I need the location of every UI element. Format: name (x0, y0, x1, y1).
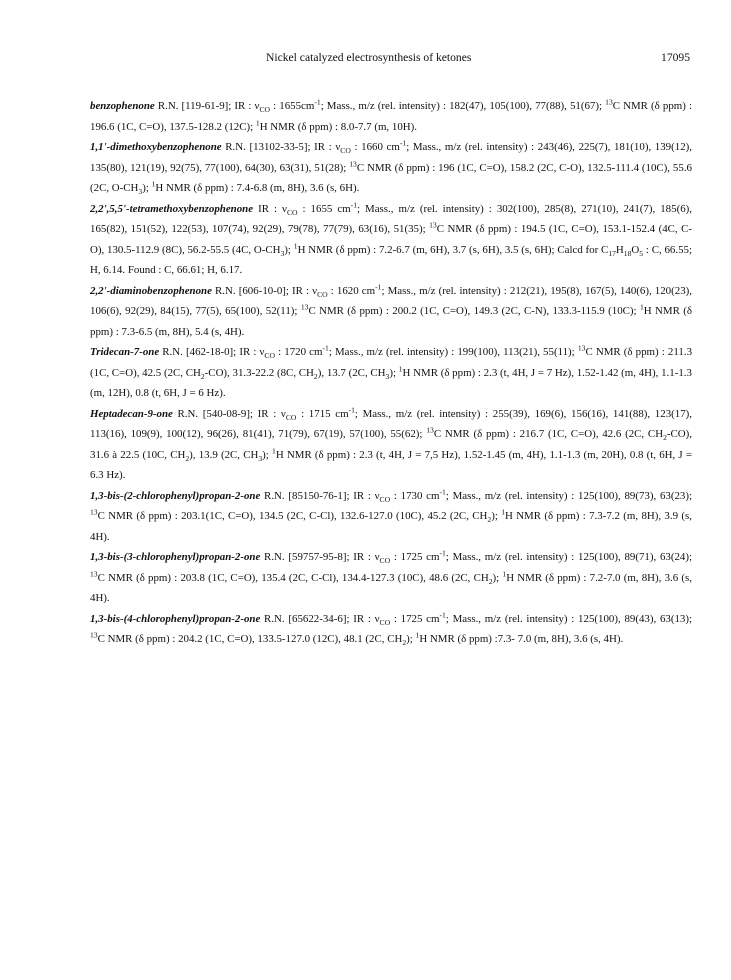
compound-name: 2,2',5,5'-tetramethoxybenzophenone (90, 202, 254, 215)
compound-data: R.N. [462-18-0]; IR : $\nu_{CO}$ : 1720 $cm^{-1}$; Mass., m/z (rel. intensity) : 199(100), 113(21), 55(11); $^{13}$C NMR (δ ppm) : 211.3 (1C, C=O), 42.5 (2C, $CH_2-CO$), 31.3-22.2 (8C, $CH_2$), 13.7 (2C, $CH_3$); $^1$H NMR (δ ppm) : 2.3 (t, 4H, J = 7 Hz), 1.52-1.42 (m, 4H), 1.1-1.3 (m, 12H), 0.8 (t, 6H, J = 6 Hz). (90, 343, 693, 399)
compound-name: 1,3-bis-(3-chlorophenyl)propan-2-one (90, 551, 261, 563)
compound-entry (90, 199, 692, 281)
running-header (90, 50, 690, 66)
compound-name: benzophenone (90, 100, 155, 112)
compound-data: IR : $\nu_{CO}$ : 1655 $cm^{-1}$; Mass., m/z (rel. intensity) : 302(100), 285(8), 271(10), 241(7), 185(6), 165(82), 151(52), 122(53), 107(74), 92(29), 79(78), 77(79), 63(16), 51(35); $^{13}$C NMR (δ ppm) : 194.5 (1C, C=O), 153.1-152.4 (4C, C-O), 130.5-112.9 (8C), 56.2-55.5 (4C, $O-CH_3$); $^1$H NMR (δ ppm) : 7.2-6.7 (m, 6H), 3.7 (s, 6H), 3.5 (s, 6H); Calcd for $C_{17}H_{18}O_5$ : C, 66.55; H, 6.14. Found : C, 66.61; H, 6.17. (90, 199, 693, 276)
compound-entry (90, 96, 692, 137)
compound-data: R.N. [540-08-9]; IR : $\nu_{CO}$ : 1715 $cm^{-1}$; Mass., m/z (rel. intensity) : 255(39), 169(6), 156(16), 141(88), 123(17), 113(16), 109(9), 100(12), 96(26), 81(41), 71(79), 67(19), 57(100), 55(62); $^{13}$C NMR (δ ppm) : 216.7 (1C, C=O), 42.6 (2C, $CH_2-CO$), 31.6 à 22.5 (10C, $CH_2$), 13.9 (2C, $CH_3$); $^1$H NMR (δ ppm) : 2.3 (t, 4H, J = 7,5 Hz), 1.52-1.45 (m, 4H), 1.1-1.3 (m, 20H), 0.8 (t, 6H, J = 6.3 Hz). (90, 404, 693, 481)
compound-name: Tridecan-7-one (90, 346, 160, 358)
compound-data: R.N. [59757-95-8]; IR : $\nu_{CO}$ : 1725 $cm^{-1}$; Mass., m/z (rel. intensity) : 125(100), 89(71), 63(24); $^{13}$C NMR (δ ppm) : 203.8 (1C, C=O), 135.4 (2C, C-Cl), 134.4-127.3 (10C), 48.6 (2C, $CH_2$); $^1$H NMR (δ ppm) : 7.2-7.0 (m, 8H), 3.6 (s, 4H). (90, 548, 693, 604)
compound-name: 1,1'-dimethoxybenzophenone (90, 141, 222, 153)
compound-data: R.N. [85150-76-1]; IR : $\nu_{CO}$ : 1730 $cm^{-1}$; Mass., m/z (rel. intensity) : 125(100), 89(73), 63(23); $^{13}$C NMR (δ ppm) : 203.1(1C, C=O), 134.5 (2C, C-Cl), 132.6-127.0 (10C), 45.2 (2C, $CH_2$); $^1$H NMR (δ ppm) : 7.3-7.2 (m, 8H), 3.9 (s, 4H). (90, 486, 693, 543)
compound-entry (90, 547, 692, 609)
page-number: 17095 (661, 51, 690, 64)
compound-name: 1,3-bis-(2-chlorophenyl)propan-2-one (90, 489, 261, 502)
compound-name: Heptadecan-9-one (90, 407, 173, 420)
running-title: Nickel catalyzed electrosynthesis of ketones (266, 51, 472, 64)
compound-entry (90, 486, 692, 548)
compound-name: 1,3-bis-(4-chlorophenyl)propan-2-one (90, 612, 261, 625)
compound-entry (90, 137, 692, 199)
compound-data: R.N. [13102-33-5]; IR : $\nu_{CO}$ : 1660 $cm^{-1}$; Mass., m/z (rel. intensity) : 243(46), 225(7), 181(10), 139(12), 135(80), 121(19), 92(75), 77(100), 64(30), 63(31), 51(28); $^{13}$C NMR (δ ppm) : 196 (1C, C=O), 158.2 (2C, C-O), 132.5-111.4 (10C), 55.6 (2C, $O-CH_3$); $^1$H NMR (δ ppm) : 7.4-6.8 (m, 8H), 3.6 (s, 6H). (90, 138, 692, 197)
compound-entry (90, 404, 692, 486)
compound-data: R.N. [65622-34-6]; IR : $\nu_{CO}$ : 1725 $cm^{-1}$; Mass., m/z (rel. intensity) : 125(100), 89(43), 63(13); $^{13}$C NMR (δ ppm) : 204.2 (1C, C=O), 133.5-127.0 (12C), 48.1 (2C, $CH_2$); $^1$H NMR (δ ppm) :7.3- 7.0 (m, 8H), 3.6 (s, 4H). (90, 609, 693, 648)
compound-name: 2,2'-diaminobenzophenone (90, 284, 212, 297)
compound-entry (90, 281, 692, 343)
compound-entry (90, 609, 692, 650)
compound-data-section (90, 96, 692, 650)
compound-data: R.N. [606-10-0]; IR : $\nu_{CO}$ : 1620 $cm^{-1}$; Mass., m/z (rel. intensity) : 212(21), 195(8), 167(5), 140(6), 120(23), 106(6), 92(29), 84(15), 77(5), 65(100), 52(11); $^{13}$C NMR (δ ppm) : 200.2 (1C, C=O), 149.3 (2C, C-N), 133.3-115.9 (10C); $^1$H NMR (δ ppm) : 7.3-6.5 (m, 8H), 5.4 (s, 4H). (90, 281, 692, 338)
compound-entry (90, 342, 692, 404)
compound-data: R.N. [119-61-9]; IR : $\nu_{CO}$ : $1655cm^{-1}$; Mass., m/z (rel. intensity) : 182(47), 105(100), 77(88), 51(67); $^{13}$C NMR (δ ppm) : 196.6 (1C, C=O), 137.5-128.2 (12C); $^1$H NMR (δ ppm) : 8.0-7.7 (m, 10H). (90, 97, 692, 133)
